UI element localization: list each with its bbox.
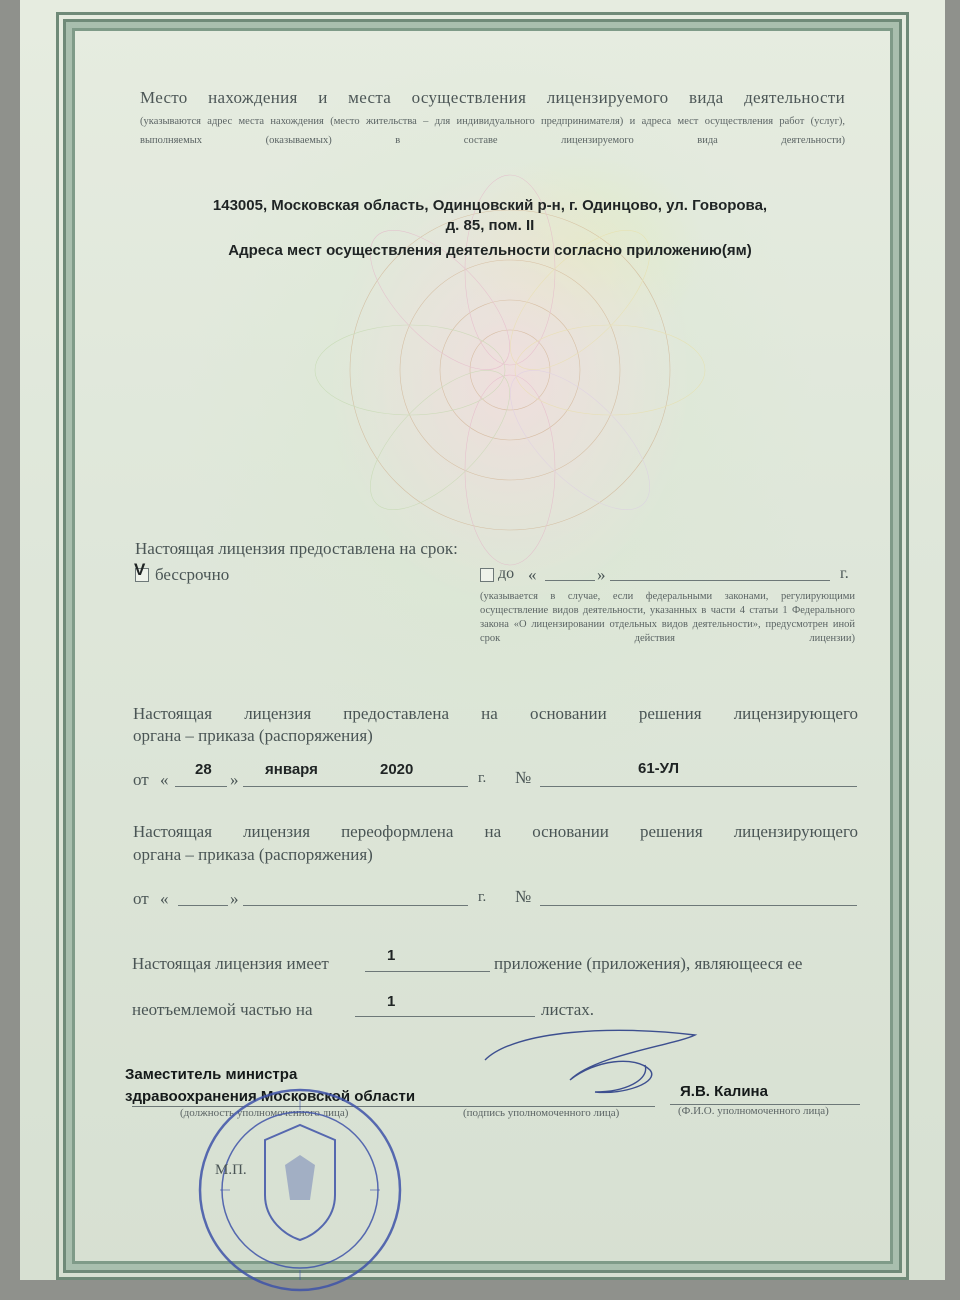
reissued-year-suffix: г. bbox=[478, 889, 487, 905]
seal-label: М.П. bbox=[215, 1162, 247, 1178]
granted-number-label: № bbox=[515, 768, 532, 787]
appendix-count-line bbox=[365, 971, 490, 972]
reissued-quote-close: » bbox=[230, 889, 239, 908]
option-unlimited: бессрочно bbox=[155, 565, 230, 584]
addresses-note: Адреса мест осуществления деятельности согласно приложению(ям) bbox=[228, 242, 752, 259]
address-line1: 143005, Московская область, Одинцовский р-н, г. Одинцово, ул. Говорова, bbox=[212, 197, 768, 214]
license-page bbox=[20, 0, 945, 1280]
signatory-name: Я.В. Калина bbox=[680, 1083, 768, 1100]
reissued-date-line bbox=[243, 905, 468, 906]
reissued-day-line bbox=[178, 905, 228, 906]
term-note: (указывается в случае, если федеральными законами, регулирующими осуществление видов деятельности, указанных в части 4 статьи 1 Федерального закона «О лицензировании отдельных видов деятельности», предусмотрен иной срок действия лицензии) bbox=[480, 591, 855, 644]
reissued-quote-open: « bbox=[160, 889, 169, 908]
granted-date-line bbox=[243, 786, 468, 787]
appendix-sheets-suffix: листах. bbox=[541, 1000, 595, 1019]
signatory-position-line2: здравоохранения Московской области bbox=[125, 1088, 416, 1105]
appendix-has-suffix: приложение (приложения), являющееся ее bbox=[494, 954, 803, 973]
granted-day-line bbox=[175, 786, 227, 787]
reissued-number-line bbox=[540, 905, 857, 906]
granted-month: января bbox=[265, 761, 318, 778]
granted-from-label: от bbox=[133, 770, 149, 789]
reissued-from-label: от bbox=[133, 889, 149, 908]
granted-quote-open: « bbox=[160, 770, 169, 789]
granted-day: 28 bbox=[195, 761, 212, 778]
until-quote-open: « bbox=[528, 565, 537, 584]
granted-text-line1: Настоящая лицензия предоставлена на основании решения лицензирующего bbox=[133, 704, 858, 723]
position-caption: (должность уполномоченного лица) bbox=[180, 1107, 349, 1119]
until-year-suffix: г. bbox=[840, 565, 849, 582]
granted-year-suffix: г. bbox=[478, 770, 487, 786]
name-caption: (Ф.И.О. уполномоченного лица) bbox=[678, 1105, 829, 1117]
location-title: Место нахождения и места осуществления лицензируемого вида деятельности bbox=[140, 88, 845, 107]
appendix-sheets-line bbox=[355, 1016, 535, 1017]
location-note: (указываются адрес места нахождения (место жительства – для индивидуального предпринимателя) и адреса мест осуществления работ (услуг), выполняемых (оказываемых) в составе лицензируемого вида деятельности) bbox=[140, 116, 845, 146]
address bbox=[120, 196, 860, 236]
granted-number: 61-УЛ bbox=[638, 760, 679, 777]
granted-number-line bbox=[540, 786, 857, 787]
until-checkbox bbox=[480, 568, 494, 582]
appendix-has-prefix: Настоящая лицензия имеет bbox=[132, 954, 329, 973]
signature-caption: (подпись уполномоченного лица) bbox=[463, 1107, 620, 1119]
reissued-number-label: № bbox=[515, 887, 532, 906]
address-line2: д. 85, пом. II bbox=[445, 217, 535, 234]
option-until: до bbox=[498, 565, 515, 582]
appendix-sheets: 1 bbox=[387, 993, 396, 1010]
granted-quote-close: » bbox=[230, 770, 239, 789]
ministry-seal bbox=[190, 1080, 410, 1300]
appendix-count: 1 bbox=[387, 947, 396, 964]
reissued-text-line2: органа – приказа (распоряжения) bbox=[133, 845, 373, 864]
until-date-line bbox=[610, 580, 830, 581]
granted-year: 2020 bbox=[380, 761, 414, 778]
signature-image bbox=[475, 1020, 715, 1110]
until-quote-close: » bbox=[597, 565, 606, 584]
signatory-position-line1: Заместитель министра bbox=[125, 1066, 298, 1083]
appendix-sheets-prefix: неотъемлемой частью на bbox=[132, 1000, 313, 1019]
check-mark: V bbox=[134, 560, 146, 579]
reissued-text-line1: Настоящая лицензия переоформлена на основании решения лицензирующего bbox=[133, 822, 858, 841]
granted-text-line2: органа – приказа (распоряжения) bbox=[133, 726, 373, 745]
term-title: Настоящая лицензия предоставлена на срок: bbox=[135, 539, 458, 558]
until-day-line bbox=[545, 580, 595, 581]
